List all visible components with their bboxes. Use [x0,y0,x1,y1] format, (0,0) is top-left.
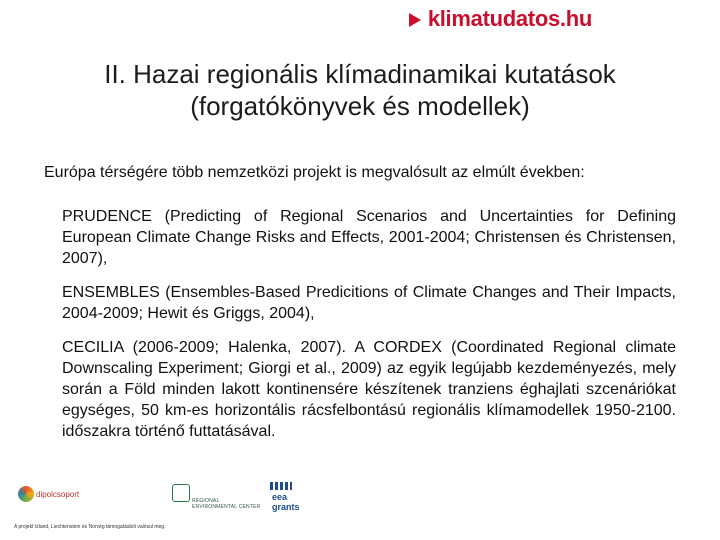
eea-logo-line-1: eea [272,492,288,502]
dipol-logo-icon [16,484,80,520]
slide-title-line-1: II. Hazai regionális klímadinamikai kutatások [104,59,616,89]
eea-logo-text [272,492,300,512]
list-item: CECILIA (2006-2009; Halenka, 2007). A CORDEX (Coordinated Regional climate Downscaling Experiment; Giorgi et al., 2009) az egyik legújabb kezdeményezés, mely során a Föld minden lakott kontinensére készítenek tranziens éghajlati szcenáriókat egységes, 50 km-es horizontális rácsfelbontású regionális klímamodellek 1950-2100. időszakra történő futtatásával. [62,339,676,440]
brand-logo[interactable]: klimatudatos.hu [427,6,592,31]
eea-grants-logo-icon [266,480,306,520]
intro-text: Európa térségére több nemzetközi projekt is megvalósult az elmúlt években: [44,164,585,181]
slide-title [40,58,680,122]
footer [0,480,720,540]
rec-logo-mark [172,484,190,502]
dipol-logo-mark [18,486,34,502]
rec-logo-text: REGIONAL ENVIRONMENTAL CENTER [192,498,261,510]
eea-logo-bars [270,482,292,490]
list-item: ENSEMBLES (Ensembles-Based Predicitions of Climate Changes and Their Impacts, 2004-2009; Hewit és Griggs, 2004), [62,284,676,322]
eea-logo-line-2: grants [272,502,300,512]
list-item: PRUDENCE (Predicting of Regional Scenarios and Uncertainties for Defining European Climate Change Risks and Effects, 2001-2004; Christensen és Christensen, 2007), [62,208,676,267]
slide-title-line-2: (forgatókönyvek és modellek) [190,91,530,121]
brand-mark-icon [409,13,421,27]
project-list [62,206,676,455]
dipol-logo-text: dipolcsoport [36,490,80,499]
footer-note: A projekt Izland, Liechtenstein és Norvég támogatásból valósul meg. [14,524,166,530]
rec-logo-icon [172,482,264,518]
